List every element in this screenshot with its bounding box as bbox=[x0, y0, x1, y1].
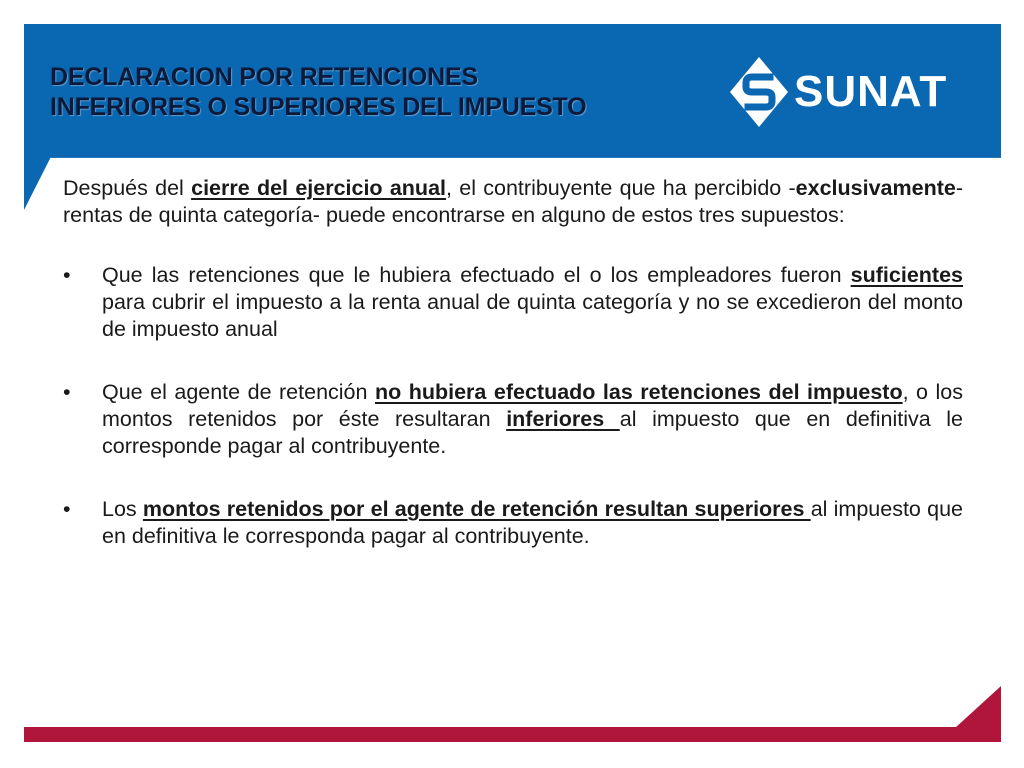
bullet-icon: • bbox=[63, 263, 71, 287]
bullet-2-emphasis-2: inferiores bbox=[506, 407, 620, 431]
intro-paragraph bbox=[63, 175, 963, 229]
bullet-icon: • bbox=[63, 380, 71, 404]
slide-body bbox=[63, 175, 963, 586]
bullet-2-text-2: , o los montos retenidos por éste resultaran bbox=[102, 380, 963, 431]
intro-text-2: , el contribuyente que ha percibido - bbox=[446, 176, 796, 200]
intro-emphasis-1: cierre del ejercicio anual bbox=[191, 176, 446, 200]
bullet-1-text-1: Que las retenciones que le hubiera efectuado el o los empleadores fueron bbox=[102, 263, 851, 287]
intro-text-1: Después del bbox=[63, 176, 192, 200]
bullet-2-emphasis-1: no hubiera efectuado las retenciones del impuesto bbox=[374, 380, 903, 404]
list-item bbox=[63, 379, 963, 460]
sunat-diamond-s-logo-icon bbox=[728, 55, 790, 129]
intro-text-3: - rentas de quinta categoría- puede encontrarse en alguno de estos tres supuestos: bbox=[63, 176, 963, 227]
bullet-1-text-2: para cubrir el impuesto a la renta anual de quinta categoría y no se excedieron del monto de impuesto anual bbox=[102, 290, 963, 341]
list-item bbox=[63, 496, 963, 550]
footer-bar bbox=[24, 727, 1001, 742]
bullet-2-text-3: al impuesto que en definitiva le corresponde pagar al contribuyente. bbox=[102, 407, 964, 458]
bullet-2-text-1: Que el agente de retención bbox=[102, 380, 375, 404]
bullet-list bbox=[63, 262, 963, 550]
slide-title bbox=[50, 62, 710, 122]
bullet-icon: • bbox=[63, 497, 71, 521]
intro-emphasis-2: exclusivamente bbox=[795, 176, 956, 200]
list-item bbox=[63, 262, 963, 343]
bullet-3-text-2: al impuesto que en definitiva le corresponda pagar al contribuyente. bbox=[102, 497, 963, 548]
bullet-3-text-1: Los bbox=[102, 497, 143, 521]
title-line-2: INFERIORES O SUPERIORES DEL IMPUESTO bbox=[50, 93, 587, 121]
bullet-3-emphasis: montos retenidos por el agente de retención resultan superiores bbox=[142, 497, 811, 521]
logo-text: SUNAT bbox=[794, 67, 948, 116]
title-line-1: DECLARACION POR RETENCIONES bbox=[50, 63, 478, 91]
bullet-1-emphasis: suficientes bbox=[850, 263, 963, 287]
footer-wedge bbox=[955, 686, 1001, 728]
sunat-logo bbox=[728, 55, 978, 129]
